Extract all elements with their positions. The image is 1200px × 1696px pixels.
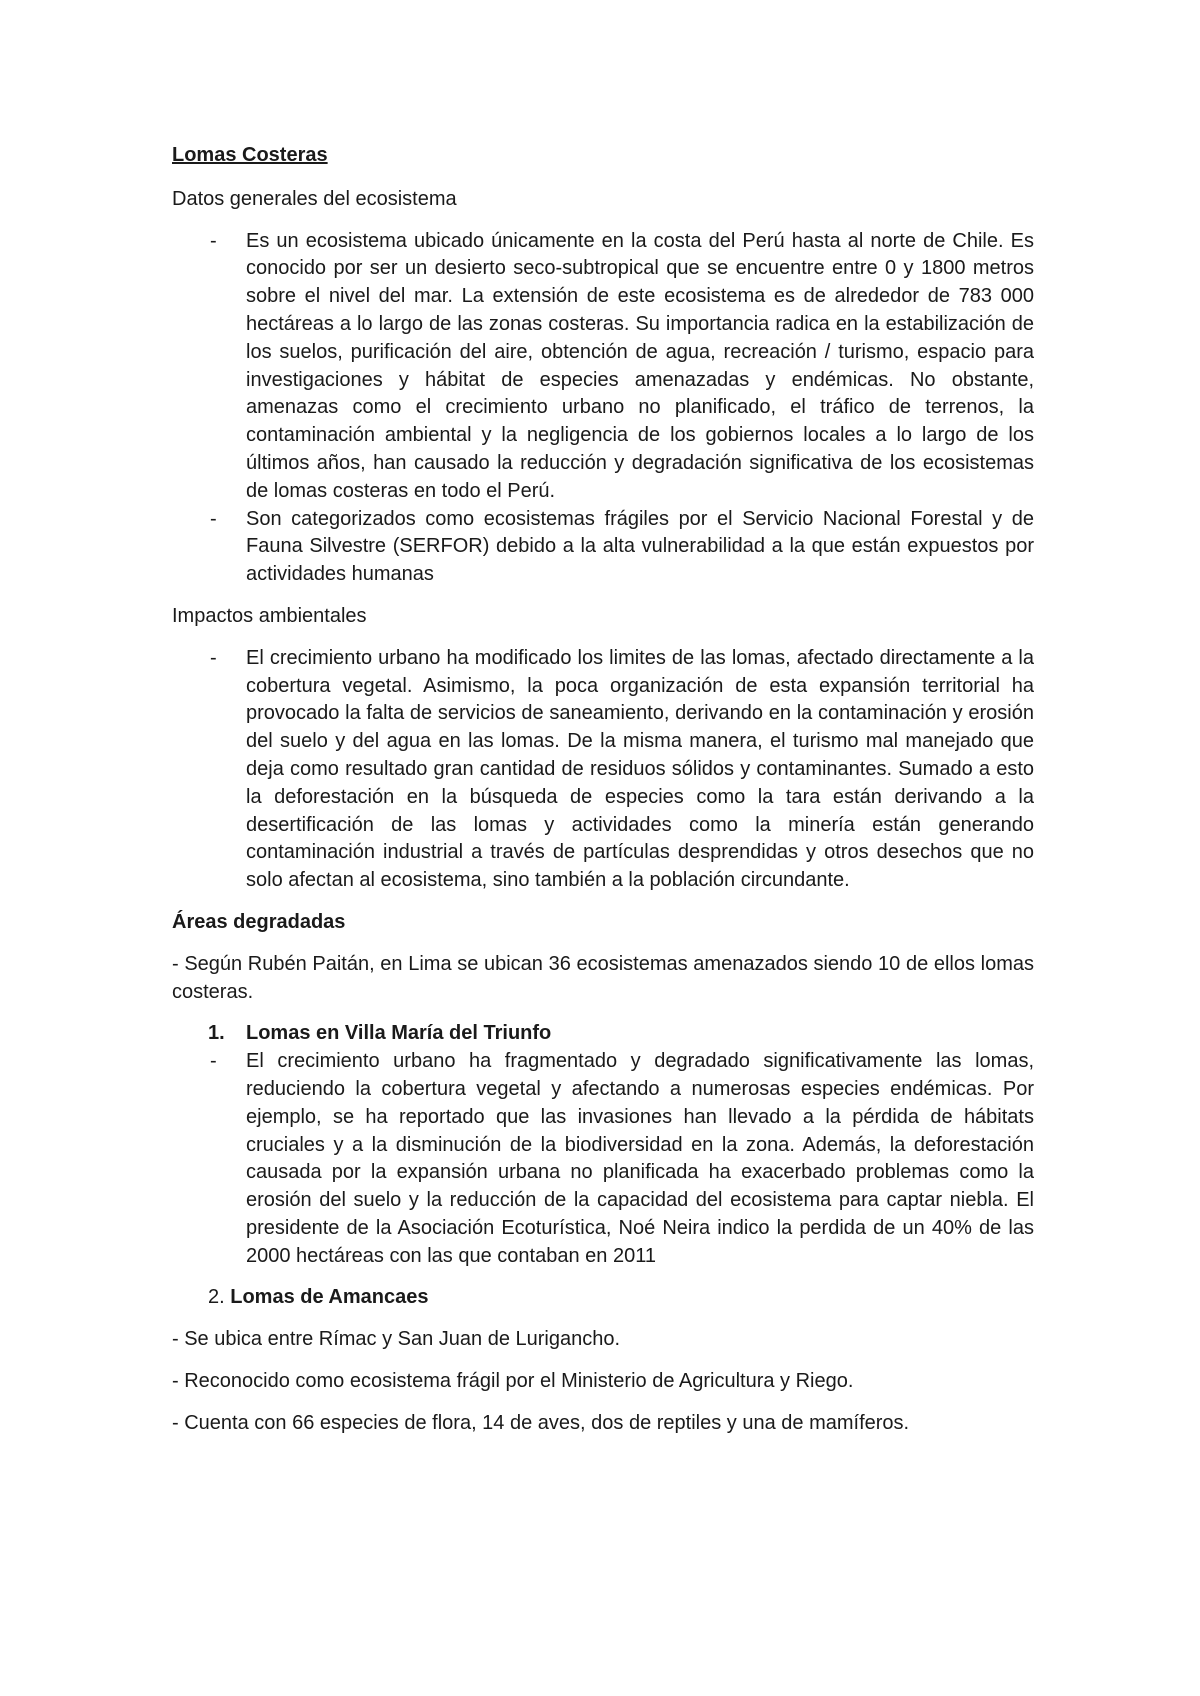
list-item bbox=[172, 228, 1034, 506]
section-heading-impactos: Impactos ambientales bbox=[172, 604, 367, 627]
section-heading-areas-degradadas: Áreas degradadas bbox=[172, 910, 346, 933]
item-number: 1. bbox=[208, 1022, 225, 1045]
document-title: Lomas Costeras bbox=[172, 144, 328, 166]
bullet-dash: - bbox=[210, 1050, 217, 1073]
amancaes-line: - Reconocido como ecosistema frágil por el Ministerio de Agricultura y Riego. bbox=[172, 1370, 854, 1393]
areas-degradadas-intro: - Según Rubén Paitán, en Lima se ubican 36 ecosistemas amenazados siendo 10 de ellos lomas costeras. bbox=[172, 952, 1034, 1003]
list-item bbox=[172, 645, 1034, 895]
amancaes-line: - Cuenta con 66 especies de flora, 14 de aves, dos de reptiles y una de mamíferos. bbox=[172, 1411, 910, 1434]
bullet-text: El crecimiento urbano ha fragmentado y degradado significativamente las lomas, reduciendo la cobertura vegetal y afectando a numerosas especies endémicas. Por ejemplo, se ha reportado que las invasiones han llevado a la pérdida de hábitats cruciales y a la disminución de la biodiversidad en la zona. Además, la deforestación causada por la expansión urbana no planificada ha exacerbado problemas como la erosión del suelo y la reducción de la capacidad del ecosistema para captar niebla. El presidente de la Asociación Ecoturística, Noé Neira indico la perdida de un 40% de las 2000 hectáreas con las que contaban en 2011 bbox=[246, 1050, 1034, 1267]
numbered-heading-villa-maria bbox=[172, 1020, 1034, 1048]
item-heading-text: Lomas de Amancaes bbox=[230, 1286, 429, 1309]
bullet-text: Es un ecosistema ubicado únicamente en la costa del Perú hasta al norte de Chile. Es conocido por ser un desierto seco-subtropical que se encuentre entre 0 y 1800 metros sobre el nivel del mar. La extensión de este ecosistema es de alrededor de 783 000 hectáreas a lo largo de las zonas costeras. Su importancia radica en la estabilización de los suelos, purificación del aire, obtención de agua, recreación / turismo, espacio para investigaciones y hábitat de especies amenazadas y endémicas. No obstante, amenazas como el crecimiento urbano no planificado, el tráfico de terrenos, la contaminación ambiental y la negligencia de los gobiernos locales a lo largo de los últimos años, han causado la reducción y degradación significativa de los ecosistemas de lomas costeras en todo el Perú. bbox=[246, 229, 1034, 502]
bullet-dash: - bbox=[210, 507, 217, 530]
amancaes-line: - Se ubica entre Rímac y San Juan de Lurigancho. bbox=[172, 1328, 621, 1351]
item-heading-text: Lomas en Villa María del Triunfo bbox=[246, 1022, 552, 1045]
document-body bbox=[172, 142, 1034, 1438]
section-heading-datos-generales: Datos generales del ecosistema bbox=[172, 187, 457, 210]
bullet-list-datos-generales bbox=[172, 228, 1034, 589]
bullet-list-impactos bbox=[172, 645, 1034, 895]
bullet-text: El crecimiento urbano ha modificado los limites de las lomas, afectado directamente a la cobertura vegetal. Asimismo, la poca organización de esta expansión territorial ha provocado la falta de servicios de saneamiento, derivando en la contaminación y erosión del suelo y del agua en las lomas. De la misma manera, el turismo mal manejado que deja como resultado gran cantidad de residuos sólidos y contaminantes. Sumado a esto la deforestación en la búsqueda de especies como la tara están derivando a la desertificación de las lomas y actividades como la minería están generando contaminación industrial a través de partículas desprendidas y otros desechos que no solo afectan al ecosistema, sino también a la población circundante. bbox=[246, 646, 1034, 892]
bullet-dash: - bbox=[210, 229, 217, 252]
bullet-dash: - bbox=[210, 646, 217, 669]
numbered-heading-amancaes bbox=[172, 1284, 1034, 1312]
list-item bbox=[172, 1048, 1034, 1270]
item-number: 2. bbox=[208, 1286, 225, 1309]
list-item bbox=[172, 506, 1034, 589]
bullet-text: Son categorizados como ecosistemas frágiles por el Servicio Nacional Forestal y de Fauna Silvestre (SERFOR) debido a la alta vulnerabilidad a la que están expuestos por actividades humanas bbox=[246, 507, 1034, 586]
bullet-list-villa-maria bbox=[172, 1048, 1034, 1270]
